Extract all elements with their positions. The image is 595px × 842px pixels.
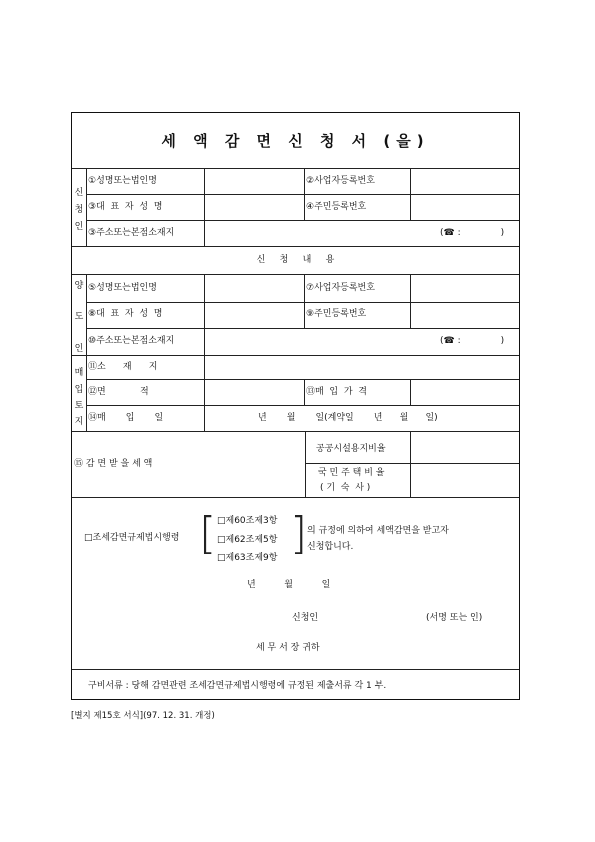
side-label-divider: [86, 168, 87, 246]
applicant-resid-label: ④주민등록번호: [306, 202, 367, 212]
land-date-value: 년 월 일(계약일 년 월 일): [258, 413, 438, 423]
transferor-bizno-label: ⑦사업자등록번호: [306, 283, 375, 293]
signature-label: (서명 또는 인): [426, 613, 483, 623]
reduction-label: ⑮ 감 면 받 을 세 액: [74, 459, 153, 469]
land-side-char: 토: [74, 401, 84, 411]
statement-line-1: 의 규정에 의하여 세액감면을 받고자: [307, 526, 449, 536]
row-divider: [72, 431, 519, 432]
row-divider: [86, 328, 519, 329]
land-location-label: ⑪소 재 지: [88, 362, 158, 372]
applicant-side-char: 인: [74, 222, 84, 232]
transferor-phone: (☎ : ): [440, 336, 505, 346]
section-header: 신 청 내 용: [256, 255, 335, 265]
row-divider: [72, 274, 519, 275]
statement-line-2: 신청합니다.: [307, 542, 354, 552]
col-divider: [305, 431, 306, 497]
col-divider: [304, 168, 305, 220]
transferor-side-char: 인: [74, 344, 84, 354]
transferor-rep-label: ⑧대 표 자 성 명: [88, 309, 163, 319]
row-divider: [86, 302, 519, 303]
land-side-char: 매: [74, 368, 84, 378]
land-side-char: 지: [74, 417, 84, 427]
public-ratio-label: 공공시설용지비율: [316, 444, 386, 454]
col-divider: [410, 168, 411, 220]
land-side-char: 입: [74, 385, 84, 395]
side-label-divider: [86, 274, 87, 431]
form-title: 세 액 감 면 신 청 서 (을): [161, 132, 430, 150]
col-divider: [410, 274, 411, 328]
transferor-resid-label: ⑨주민등록번호: [306, 309, 367, 319]
row-divider: [72, 246, 519, 247]
row-divider: [86, 220, 519, 221]
row-divider: [72, 168, 519, 169]
row-divider: [86, 405, 519, 406]
col-divider: [410, 431, 411, 497]
col-divider: [304, 379, 305, 405]
applicant-side-char: 신: [74, 188, 84, 198]
applicant-sign-label: 신청인: [292, 613, 319, 623]
applicant-side-char: 청: [74, 205, 84, 215]
right-bracket: ]: [290, 508, 308, 559]
form-number-note: [별지 제15호 서식](97. 12. 31. 개정): [71, 711, 215, 721]
clause-option: □제60조제3항: [217, 516, 278, 526]
decree-label: □조세감면규제법시행령: [84, 533, 180, 543]
applicant-phone: (☎ : ): [440, 228, 505, 238]
application-form: [71, 112, 520, 700]
col-divider: [410, 379, 411, 405]
transferor-side-char: 도: [74, 312, 84, 322]
col-divider: [304, 274, 305, 328]
clause-option: □제62조제5항: [217, 535, 278, 545]
land-date-label: ⑭매 입 일: [88, 413, 164, 423]
applicant-name-label: ①성명또는법인명: [88, 176, 157, 186]
row-divider: [86, 379, 519, 380]
row-divider: [86, 194, 519, 195]
transferor-addr-label: ⑩주소또는본점소재지: [88, 336, 175, 346]
dormitory-label: ( 기 숙 사 ): [320, 483, 371, 493]
housing-ratio-label: 국 민 주 택 비 율: [318, 468, 385, 478]
row-divider: [72, 497, 519, 498]
applicant-bizno-label: ②사업자등록번호: [306, 176, 375, 186]
transferor-side-char: 양: [74, 281, 84, 291]
row-divider: [72, 669, 519, 670]
transferor-name-label: ⑤성명또는법인명: [88, 283, 157, 293]
applicant-rep-label: ③대 표 자 성 명: [88, 202, 163, 212]
col-divider: [204, 168, 205, 246]
land-area-label: ⑫면 적: [88, 387, 149, 397]
date-line: 년 월 일: [247, 580, 331, 590]
row-divider: [305, 463, 519, 464]
attachments-note: 구비서류 : 당해 감면관련 조세감면규제법시행령에 규정된 제출서류 각 1 부.: [88, 681, 387, 691]
addressee: 세 무 서 장 귀하: [256, 643, 320, 653]
left-bracket: [: [199, 508, 217, 559]
applicant-addr-label: ③주소또는본점소재지: [88, 228, 175, 238]
col-divider: [204, 274, 205, 431]
land-price-label: ⑬매 입 가 격: [306, 387, 367, 397]
row-divider: [72, 355, 519, 356]
clause-option: □제63조제9항: [217, 553, 278, 563]
